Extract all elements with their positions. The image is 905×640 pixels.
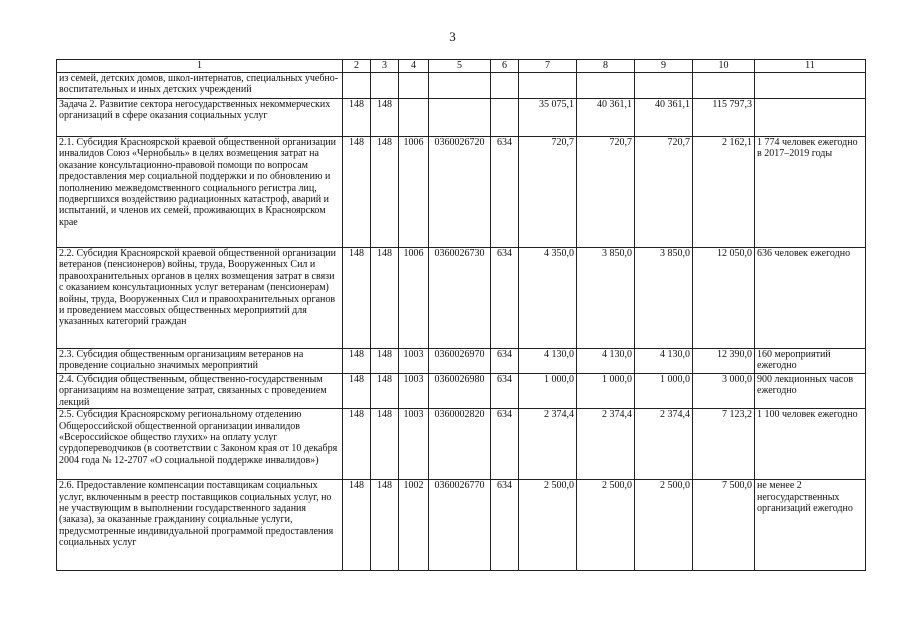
row-col7-cell: 1 000,0 xyxy=(519,374,577,409)
table-row xyxy=(57,73,866,99)
row-col6-cell: 634 xyxy=(491,480,519,571)
row-col10-cell: 2 162,1 xyxy=(693,137,755,248)
header-cell: 4 xyxy=(399,60,429,73)
row-col9-cell: 40 361,1 xyxy=(635,99,693,137)
header-cell: 9 xyxy=(635,60,693,73)
row-col3-cell: 148 xyxy=(371,349,399,374)
row-col6-cell: 634 xyxy=(491,248,519,349)
row-name-cell: 2.6. Предоставление компенсации поставщикам социальных услуг, включенным в реестр поставщиков социальных услуг, но не участвующим в выполнении государственного задания (заказа), за оказанные гражданину социальные услуги, предусмотренные индивидуальной программой предоставления социальных услуг xyxy=(57,480,343,571)
row-result-cell: 160 мероприятий ежегодно xyxy=(755,349,866,374)
row-col7-cell: 4 130,0 xyxy=(519,349,577,374)
header-cell: 10 xyxy=(693,60,755,73)
header-row xyxy=(57,60,866,73)
row-col8-cell: 720,7 xyxy=(577,137,635,248)
header-cell: 7 xyxy=(519,60,577,73)
row-col6-cell: 634 xyxy=(491,374,519,409)
row-col4-cell: 1003 xyxy=(399,409,429,480)
header-cell: 5 xyxy=(429,60,491,73)
row-col7-cell: 35 075,1 xyxy=(519,99,577,137)
row-col5-cell: 0360002820 xyxy=(429,409,491,480)
row-col2-cell xyxy=(343,73,371,99)
row-col10-cell: 3 000,0 xyxy=(693,374,755,409)
row-col10-cell: 115 797,3 xyxy=(693,99,755,137)
row-col5-cell: 0360026730 xyxy=(429,248,491,349)
row-col5-cell: 0360026980 xyxy=(429,374,491,409)
row-col10-cell: 7 500,0 xyxy=(693,480,755,571)
row-col8-cell: 2 500,0 xyxy=(577,480,635,571)
row-col2-cell: 148 xyxy=(343,374,371,409)
row-col6-cell xyxy=(491,73,519,99)
row-result-cell: 636 человек ежегодно xyxy=(755,248,866,349)
row-result-cell: 1 100 человек ежегодно xyxy=(755,409,866,480)
row-result-cell xyxy=(755,99,866,137)
row-col4-cell: 1002 xyxy=(399,480,429,571)
row-col3-cell: 148 xyxy=(371,99,399,137)
row-col6-cell: 634 xyxy=(491,409,519,480)
row-col5-cell: 0360026770 xyxy=(429,480,491,571)
table-row xyxy=(57,480,866,571)
row-col8-cell: 40 361,1 xyxy=(577,99,635,137)
row-col3-cell: 148 xyxy=(371,248,399,349)
row-col2-cell: 148 xyxy=(343,349,371,374)
row-col3-cell xyxy=(371,73,399,99)
header-cell: 8 xyxy=(577,60,635,73)
header-cell: 2 xyxy=(343,60,371,73)
row-name-cell: из семей, детских домов, школ-интернатов, специальных учебно-воспитательных и иных детских учреждений xyxy=(57,73,343,99)
row-col7-cell: 720,7 xyxy=(519,137,577,248)
row-name-cell: 2.5. Субсидия Красноярскому региональному отделению Общероссийской общественной организации инвалидов «Всероссийское общество глухих» на оплату услуг сурдопереводчиков (в соответствии с Законом края от 10 декабря 2004 года № 12-2707 «О социальной поддержке инвалидов») xyxy=(57,409,343,480)
row-col5-cell: 0360026720 xyxy=(429,137,491,248)
row-col8-cell: 1 000,0 xyxy=(577,374,635,409)
table-row xyxy=(57,374,866,409)
row-col6-cell xyxy=(491,99,519,137)
row-col3-cell: 148 xyxy=(371,374,399,409)
row-col6-cell: 634 xyxy=(491,137,519,248)
row-col3-cell: 148 xyxy=(371,409,399,480)
row-col10-cell xyxy=(693,73,755,99)
row-col10-cell: 12 050,0 xyxy=(693,248,755,349)
row-col5-cell: 0360026970 xyxy=(429,349,491,374)
row-col5-cell xyxy=(429,73,491,99)
row-name-cell: 2.2. Субсидия Красноярской краевой общественной организации ветеранов (пенсионеров) войны, труда, Вооруженных Сил и правоохранительных органов в целях возмещения затрат в связи с оказанием консультационных услуг ветеранам (пенсионерам) войны, труда, Вооруженных Сил и правоохранительных органов и проведением массовых общественных мероприятий для указанных категорий граждан xyxy=(57,248,343,349)
row-name-cell: 2.1. Субсидия Красноярской краевой общественной организации инвалидов Союз «Чернобыль» в целях возмещения затрат на оказание консультационно-правовой помощи по вопросам предоставления мер социальной поддержки и по обновлению и пополнению межведомственного социального регистра лиц, подвергшихся воздействию радиационных катастроф, аварий и испытаний, и членов их семей, проживающих в Красноярском крае xyxy=(57,137,343,248)
row-col9-cell: 2 374,4 xyxy=(635,409,693,480)
header-cell: 1 xyxy=(57,60,343,73)
row-col8-cell: 3 850,0 xyxy=(577,248,635,349)
table-row xyxy=(57,349,866,374)
page-number: 3 xyxy=(449,29,456,44)
row-col10-cell: 12 390,0 xyxy=(693,349,755,374)
row-col6-cell: 634 xyxy=(491,349,519,374)
row-col7-cell: 2 374,4 xyxy=(519,409,577,480)
row-result-cell: 1 774 человек ежегодно в 2017–2019 годы xyxy=(755,137,866,248)
table-row xyxy=(57,99,866,137)
header-cell: 3 xyxy=(371,60,399,73)
row-col9-cell: 4 130,0 xyxy=(635,349,693,374)
row-col7-cell: 2 500,0 xyxy=(519,480,577,571)
row-col9-cell: 2 500,0 xyxy=(635,480,693,571)
row-col9-cell: 1 000,0 xyxy=(635,374,693,409)
row-col2-cell: 148 xyxy=(343,99,371,137)
row-col4-cell: 1006 xyxy=(399,137,429,248)
row-col9-cell: 720,7 xyxy=(635,137,693,248)
row-col8-cell xyxy=(577,73,635,99)
table-row xyxy=(57,248,866,349)
header-cell: 6 xyxy=(491,60,519,73)
row-col4-cell xyxy=(399,73,429,99)
row-col7-cell xyxy=(519,73,577,99)
budget-table xyxy=(56,59,866,571)
row-col3-cell: 148 xyxy=(371,137,399,248)
row-col9-cell xyxy=(635,73,693,99)
row-result-cell xyxy=(755,73,866,99)
row-col5-cell xyxy=(429,99,491,137)
table-row xyxy=(57,137,866,248)
row-col2-cell: 148 xyxy=(343,409,371,480)
row-col2-cell: 148 xyxy=(343,248,371,349)
row-col4-cell: 1003 xyxy=(399,374,429,409)
row-col7-cell: 4 350,0 xyxy=(519,248,577,349)
row-col2-cell: 148 xyxy=(343,137,371,248)
row-result-cell: не менее 2 негосударственных организаций ежегодно xyxy=(755,480,866,571)
row-col4-cell xyxy=(399,99,429,137)
row-col8-cell: 4 130,0 xyxy=(577,349,635,374)
row-col3-cell: 148 xyxy=(371,480,399,571)
row-col9-cell: 3 850,0 xyxy=(635,248,693,349)
row-col4-cell: 1003 xyxy=(399,349,429,374)
row-col8-cell: 2 374,4 xyxy=(577,409,635,480)
table-row xyxy=(57,409,866,480)
row-name-cell: 2.4. Субсидия общественным, общественно-государственным организациям на возмещение затрат, связанных с проведением лекций xyxy=(57,374,343,409)
row-result-cell: 900 лекционных часов ежегодно xyxy=(755,374,866,409)
row-name-cell: 2.3. Субсидия общественным организациям ветеранов на проведение социально значимых мероприятий xyxy=(57,349,343,374)
row-col10-cell: 7 123,2 xyxy=(693,409,755,480)
row-col4-cell: 1006 xyxy=(399,248,429,349)
row-col2-cell: 148 xyxy=(343,480,371,571)
header-cell: 11 xyxy=(755,60,866,73)
row-name-cell: Задача 2. Развитие сектора негосударственных некоммерческих организаций в сфере оказания социальных услуг xyxy=(57,99,343,137)
